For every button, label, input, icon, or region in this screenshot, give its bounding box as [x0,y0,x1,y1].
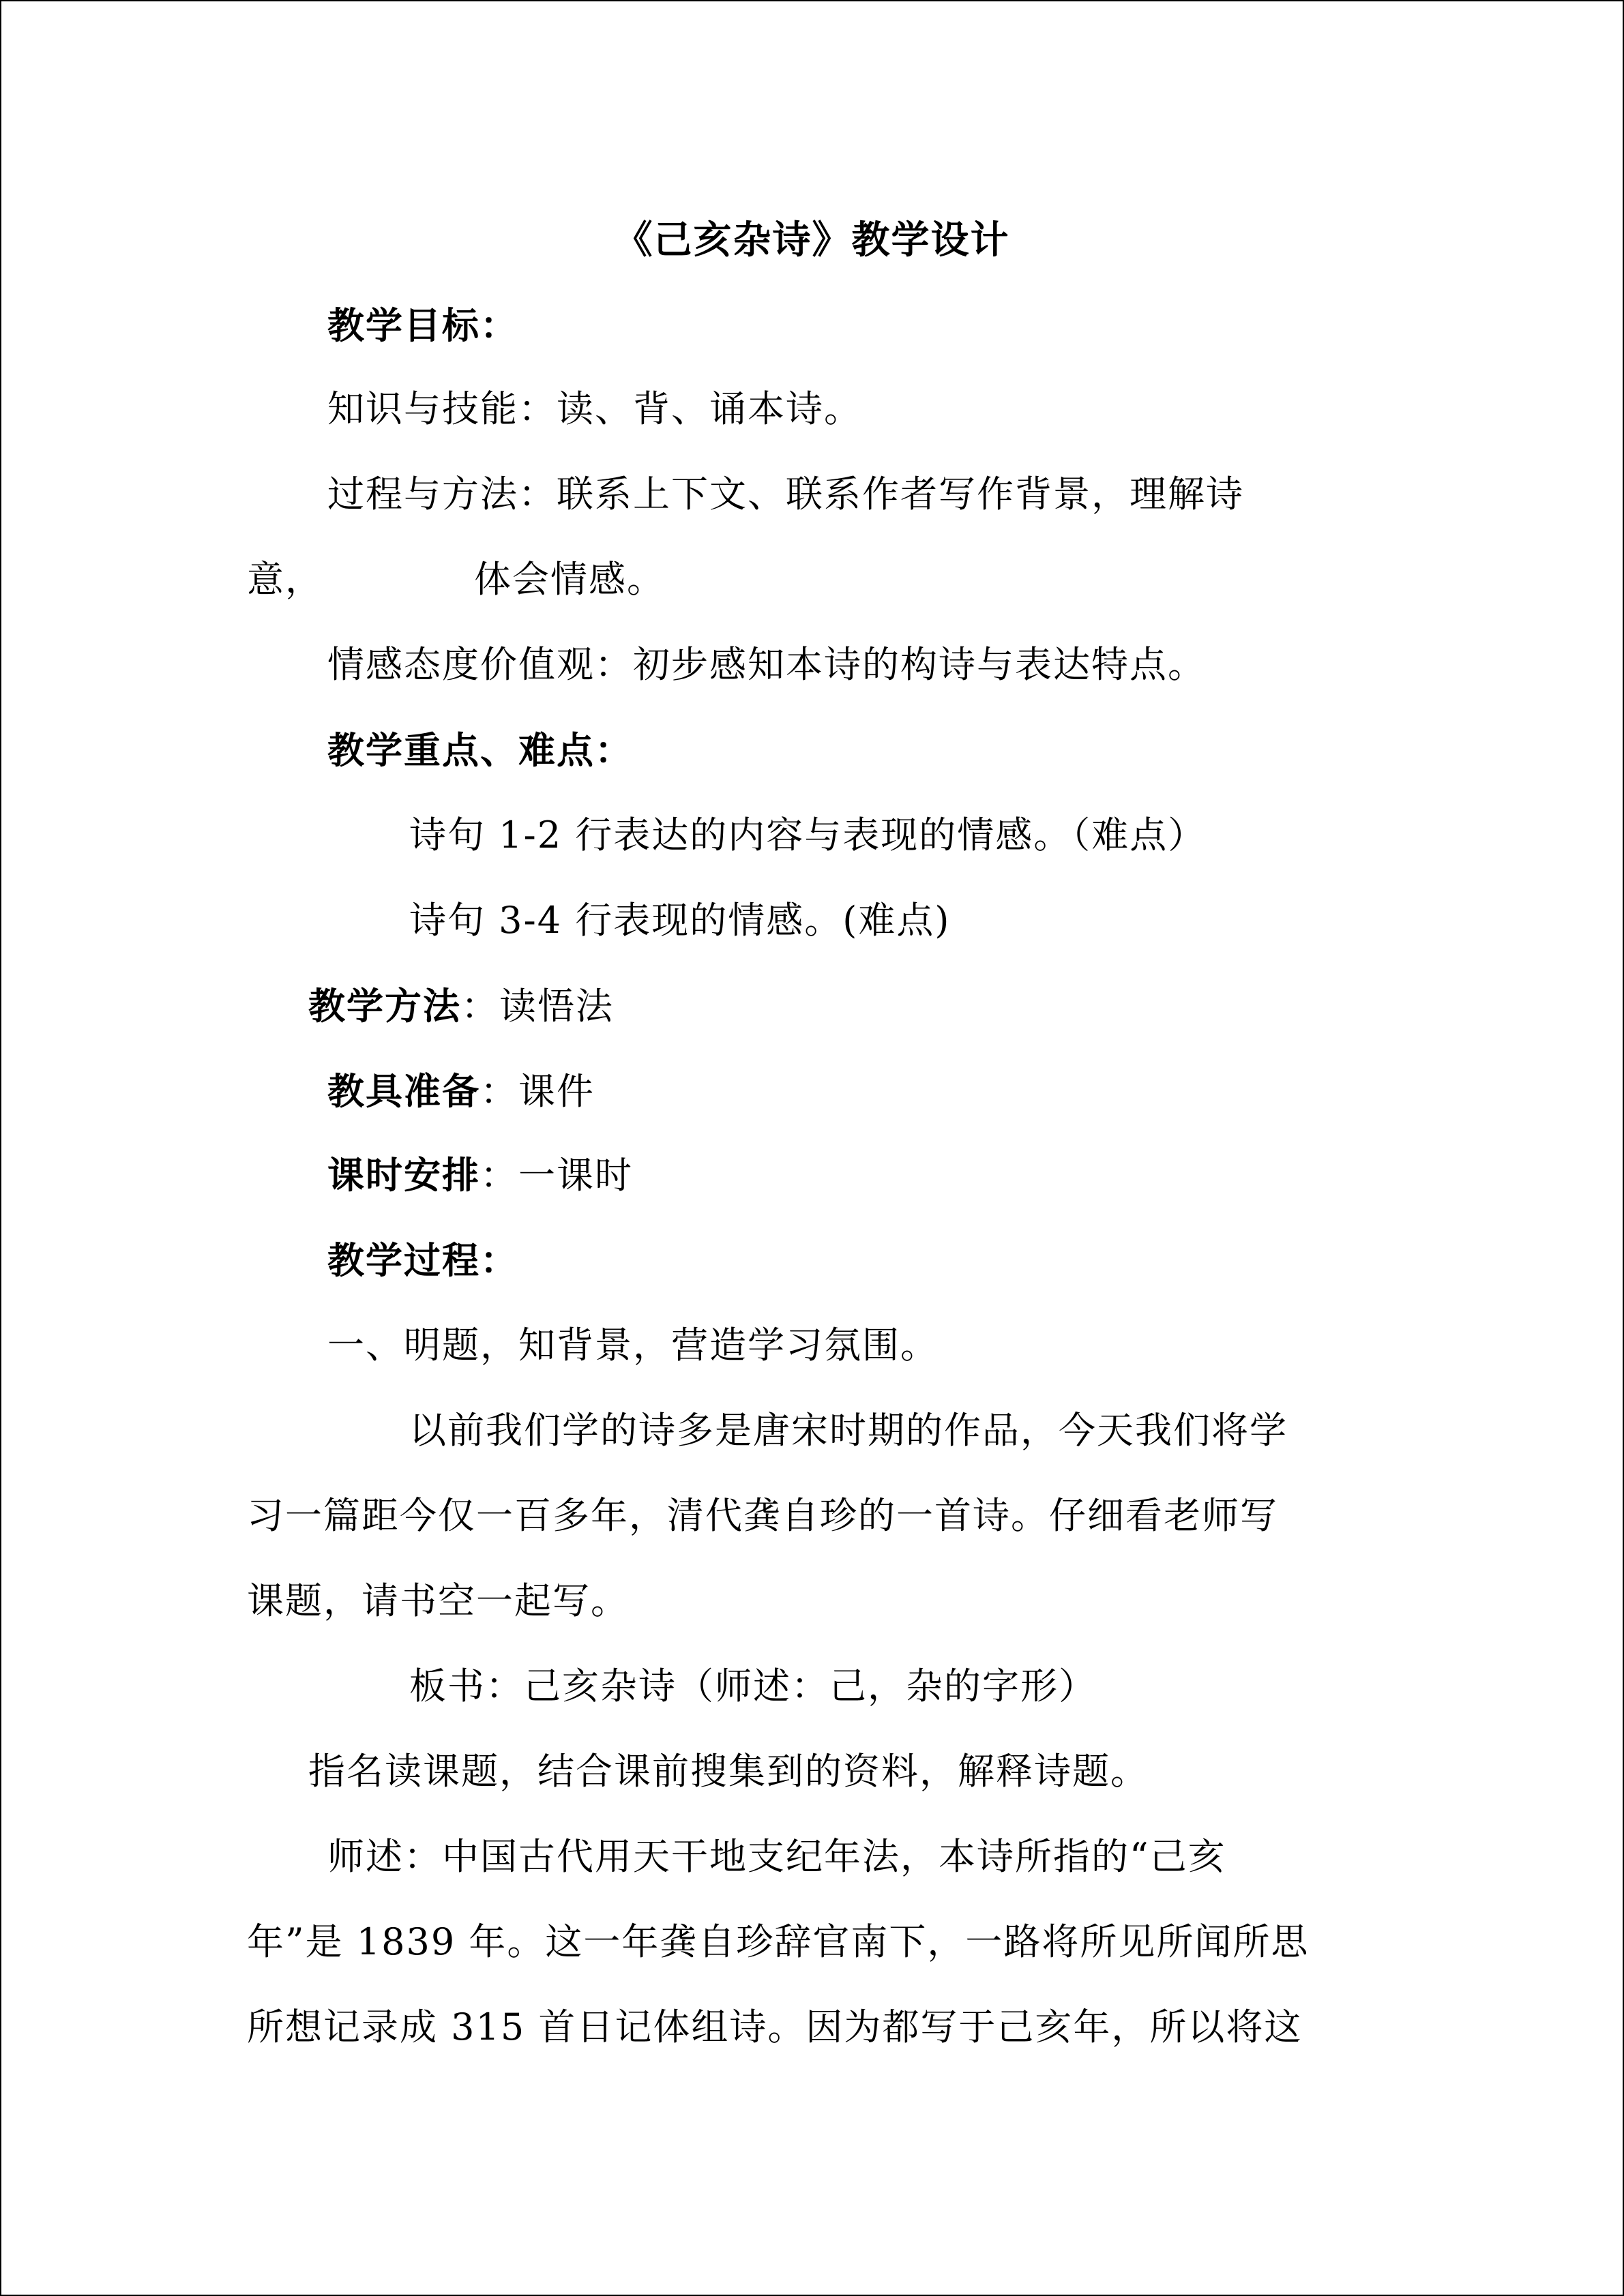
key-points-heading: 教学重点、难点： [327,728,633,772]
paragraph-1-line-2: 习一篇距今仅一百多年，清代龚自珍的一首诗。仔细看老师写 [247,1494,1278,1537]
objectives-heading: 教学目标： [327,303,518,347]
process-heading: 教学过程： [327,1238,518,1282]
document-title: 《己亥杂诗》教学设计 [614,218,1010,263]
schedule-value: ：一课时 [480,1154,633,1197]
key-point-1: 诗句 1-2 行表达的内容与表现的情感。（难点） [409,814,1207,856]
tools-value: ：课件 [480,1070,595,1113]
objective-process-line-2a: 意， [247,558,323,601]
objective-emotion: 情感态度价值观：初步感知本诗的构诗与表达特点。 [327,643,1206,686]
schedule-line [327,1151,633,1199]
method-value: ：读悟法 [461,985,614,1028]
paragraph-2-line-1: 师述：中国古代用天干地支纪年法，本诗所指的“己亥 [327,1835,1226,1878]
board-writing: 板书：己亥杂诗（师述：己，杂的字形） [409,1665,1097,1708]
read-title-instruction: 指名读课题，结合课前搜集到的资料，解释诗题。 [308,1750,1149,1793]
tools-line [327,1067,595,1116]
schedule-label: 课时安排 [327,1153,480,1197]
objective-process-line-2b: 体会情感。 [474,558,665,601]
key-point-2: 诗句 3-4 行表现的情感。(难点) [409,899,951,942]
paragraph-2-line-2: 年”是 1839 年。这一年龚自珍辞官南下，一路将所见所闻所思 [247,1920,1310,1963]
paragraph-1-line-1: 以前我们学的诗多是唐宋时期的作品，今天我们将学 [409,1409,1288,1452]
paragraph-2-line-3: 所想记录成 315 首日记体组诗。因为都写于己亥年，所以将这 [247,2006,1303,2048]
method-line [308,982,614,1030]
objective-process-line-1: 过程与方法：联系上下文、联系作者写作背景，理解诗 [327,473,1244,516]
method-label: 教学方法 [308,984,461,1028]
tools-label: 教具准备 [327,1069,480,1113]
objective-knowledge: 知识与技能：读、背、诵本诗。 [327,387,862,430]
paragraph-1-line-3: 课题，请书空一起写。 [247,1579,629,1622]
step-1: 一、明题，知背景，营造学习氛围。 [327,1324,939,1367]
